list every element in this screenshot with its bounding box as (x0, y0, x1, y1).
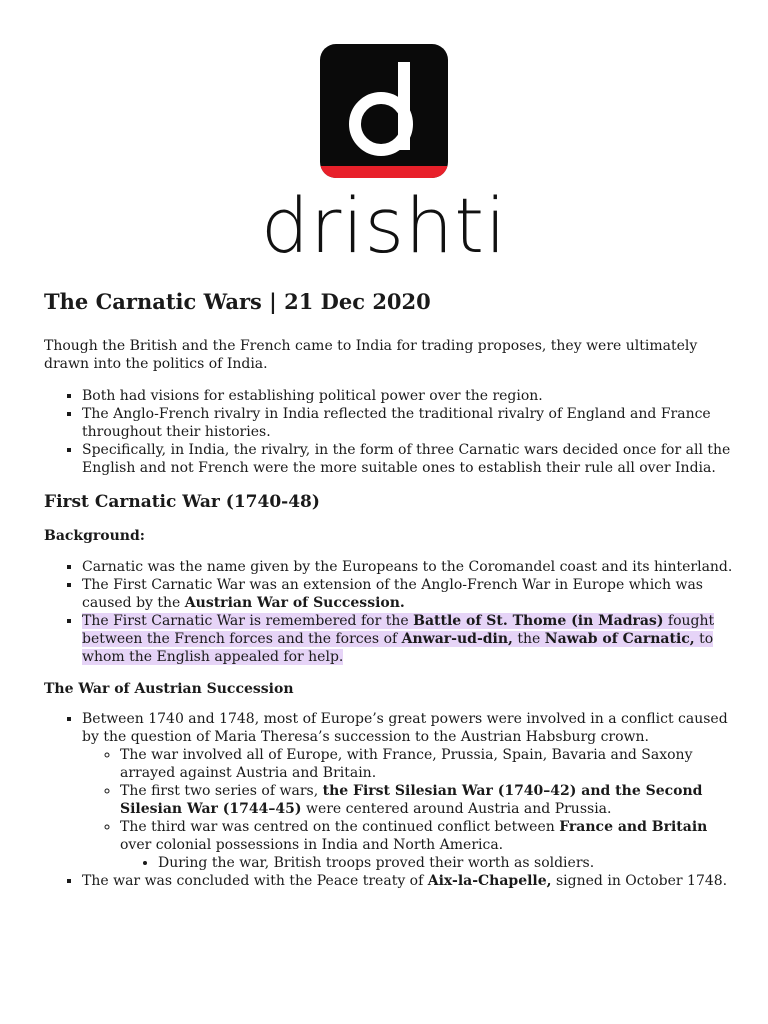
bold-text: Nawab of Carnatic, (544, 630, 695, 647)
list-text: Between 1740 and 1748, most of Europe’s great powers were involved in a conflict caused by the question of Maria Theresa’s succession to the Austrian Habsburg crown. (82, 710, 728, 745)
list-text: signed in October 1748. (551, 872, 728, 889)
section-heading-first-carnatic-war: First Carnatic War (1740-48) (44, 492, 320, 513)
bold-text: Anwar-ud-din, (401, 630, 513, 647)
list-text: The First Carnatic War was an extension of the Anglo-French War in Europe which was caused by the (82, 576, 703, 611)
austrian-succession-list (44, 710, 734, 890)
sub-list-item (120, 782, 734, 818)
logo-wordmark: drishti (260, 181, 508, 270)
list-text: The third war was centred on the continued conflict between (120, 818, 560, 835)
list-item: ▪ The Anglo-French rivalry in India reflected the traditional rivalry of England and France throughout their histories. (82, 405, 734, 441)
list-text: The First Carnatic War is remembered for the (82, 612, 414, 629)
list-item (82, 710, 734, 872)
bold-text: Battle of St. Thome (in Madras) (413, 612, 664, 629)
sub-list-item (120, 818, 734, 872)
list-text: to whom the English appealed for help. (82, 630, 714, 665)
list-item: ▪ Both had visions for establishing political power over the region. (82, 387, 734, 405)
bold-text: the First Silesian War (1740–42) and the Second Silesian War (1744–45) (120, 782, 703, 817)
list-item-highlighted (82, 612, 734, 666)
list-item (82, 872, 734, 890)
bold-text: Aix-la-Chapelle, (427, 872, 552, 889)
bold-text: Austrian War of Succession. (184, 594, 405, 611)
sub-sub-list-item: • During the war, British troops proved their worth as soldiers. (158, 854, 734, 872)
list-item: ▪ Carnatic was the name given by the Europeans to the Coromandel coast and its hinterland. (82, 558, 734, 576)
bold-text: France and Britain (559, 818, 708, 835)
article-content (44, 288, 734, 904)
drishti-d-icon (320, 44, 448, 178)
list-text: were centered around Austria and Prussia. (301, 800, 612, 817)
logo-red-bar (320, 166, 448, 178)
page-title: The Carnatic Wars | 21 Dec 2020 (44, 289, 431, 314)
list-text: over colonial possessions in India and North America. (120, 836, 504, 853)
sub-sub-list (120, 854, 734, 872)
highlighted-text (82, 613, 714, 665)
section-heading-austrian-succession: The War of Austrian Succession (44, 680, 294, 697)
list-item: ▪ Specifically, in India, the rivalry, in the form of three Carnatic wars decided once for all the English and not French were the more suitable ones to establish their rule all over India. (82, 441, 734, 477)
intro-paragraph: Though the British and the French came to India for trading proposes, they were ultimately drawn into the politics of India. (44, 338, 698, 373)
list-text: The war was concluded with the Peace treaty of (82, 872, 428, 889)
sub-list-item: ◦ The war involved all of Europe, with France, Prussia, Spain, Bavaria and Saxony arrayed against Austria and Britain. (120, 746, 734, 782)
background-list (44, 558, 734, 666)
background-label: Background: (44, 528, 145, 545)
sub-list (82, 746, 734, 872)
list-text: The first two series of wars, (120, 782, 323, 799)
list-text: the (512, 630, 545, 647)
list-item (82, 576, 734, 612)
intro-list (44, 387, 734, 477)
drishti-logo (0, 44, 768, 270)
list-text: fought between the French forces and the forces of (82, 612, 715, 647)
